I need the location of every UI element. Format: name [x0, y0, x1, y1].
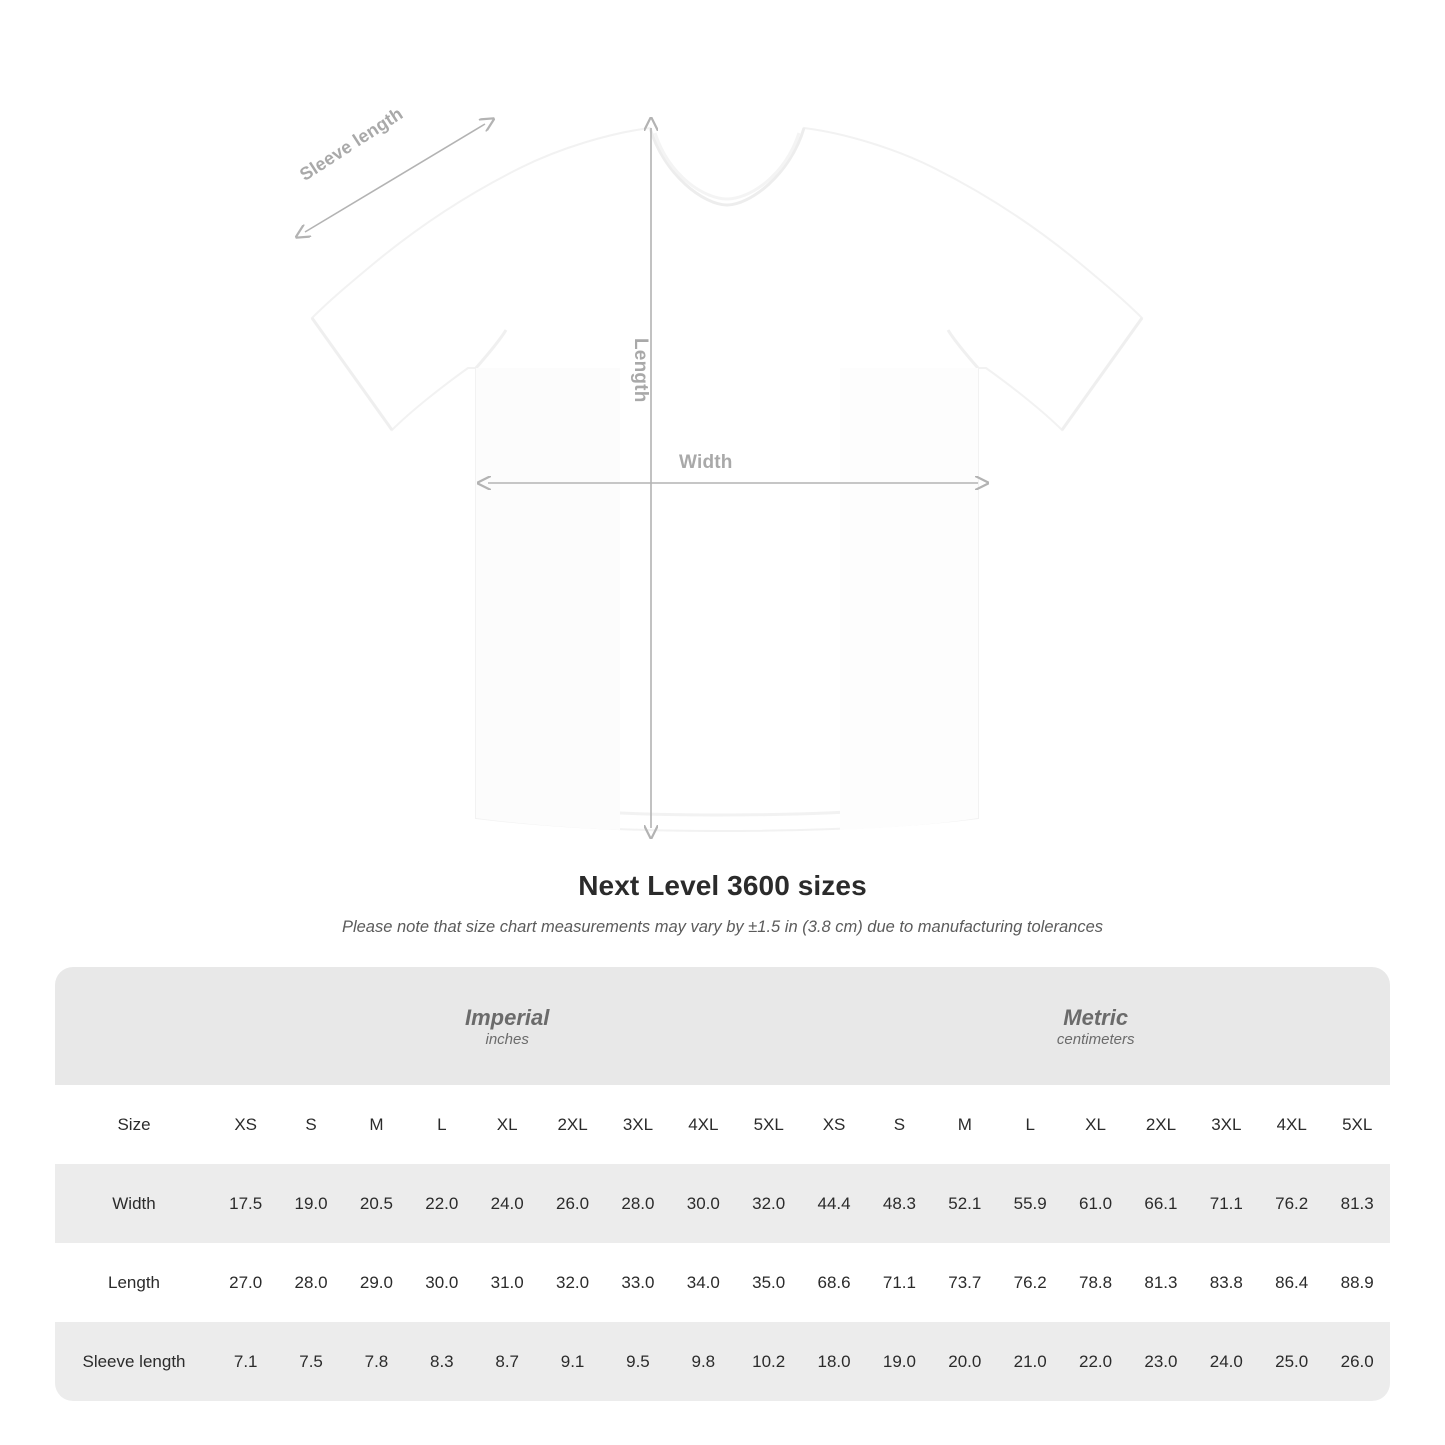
cell-length-imperial-4: 31.0	[490, 1272, 524, 1292]
cell-sleeve-imperial-8: 10.2	[752, 1351, 786, 1371]
cell-length-metric-6: 83.8	[1209, 1272, 1243, 1292]
table-row	[55, 1164, 1390, 1243]
size-table-wrapper	[55, 967, 1390, 1401]
unit-group-imperial-name: Imperial	[465, 1004, 550, 1030]
cell-length-imperial-1: 28.0	[294, 1272, 328, 1292]
length-annotation-label: Length	[630, 338, 651, 403]
cell-sleeve-metric-2: 20.0	[948, 1351, 982, 1371]
cell-sleeve-metric-4: 22.0	[1079, 1351, 1113, 1371]
cell-width-metric-0: 44.4	[817, 1193, 851, 1213]
unit-group-metric-name: Metric	[1063, 1004, 1129, 1030]
cell-length-imperial-3: 30.0	[425, 1272, 459, 1292]
cell-width-metric-5: 66.1	[1144, 1193, 1178, 1213]
size-header-metric-0: XS	[822, 1114, 846, 1134]
unit-group-metric-sub: centimeters	[1056, 1031, 1135, 1049]
cell-sleeve-metric-7: 25.0	[1275, 1351, 1309, 1371]
size-header-metric-8: 5XL	[1342, 1114, 1373, 1134]
cell-length-metric-5: 81.3	[1144, 1272, 1178, 1292]
size-header-imperial-1: S	[305, 1114, 317, 1134]
cell-width-imperial-0: 17.5	[229, 1193, 263, 1213]
cell-length-imperial-5: 32.0	[556, 1272, 590, 1292]
size-header-metric-7: 4XL	[1276, 1114, 1307, 1134]
cell-sleeve-metric-6: 24.0	[1209, 1351, 1243, 1371]
cell-width-metric-8: 81.3	[1340, 1193, 1374, 1213]
cell-width-imperial-1: 19.0	[294, 1193, 328, 1213]
cell-length-metric-1: 71.1	[882, 1272, 916, 1292]
table-row	[55, 1243, 1390, 1322]
cell-width-metric-3: 55.9	[1013, 1193, 1047, 1213]
size-header-imperial-4: XL	[496, 1114, 518, 1134]
cell-width-imperial-6: 28.0	[621, 1193, 655, 1213]
cell-sleeve-metric-5: 23.0	[1144, 1351, 1178, 1371]
size-header-imperial-7: 4XL	[688, 1114, 719, 1134]
cell-sleeve-imperial-2: 7.8	[364, 1351, 389, 1371]
cell-length-imperial-7: 34.0	[686, 1272, 720, 1292]
size-header-metric-5: 2XL	[1145, 1114, 1177, 1134]
cell-width-imperial-4: 24.0	[490, 1193, 524, 1213]
row-label-length: Length	[108, 1272, 160, 1292]
cell-length-metric-4: 78.8	[1079, 1272, 1113, 1292]
unit-group-metric	[801, 967, 1390, 1085]
size-header-imperial-0: XS	[234, 1114, 258, 1134]
cell-width-imperial-2: 20.5	[359, 1193, 393, 1213]
size-header-metric-3: L	[1025, 1114, 1035, 1134]
cell-width-metric-6: 71.1	[1209, 1193, 1243, 1213]
cell-sleeve-imperial-3: 8.3	[429, 1351, 454, 1371]
size-header-imperial-8: 5XL	[753, 1114, 784, 1134]
cell-width-metric-1: 48.3	[882, 1193, 916, 1213]
cell-width-metric-2: 52.1	[948, 1193, 982, 1213]
cell-length-imperial-6: 33.0	[621, 1272, 655, 1292]
cell-length-metric-7: 86.4	[1275, 1272, 1309, 1292]
cell-sleeve-imperial-6: 9.5	[626, 1351, 650, 1371]
cell-length-metric-0: 68.6	[817, 1272, 851, 1292]
cell-width-metric-7: 76.2	[1275, 1193, 1309, 1213]
table-row	[55, 1322, 1390, 1401]
unit-group-imperial	[213, 967, 801, 1085]
cell-length-metric-3: 76.2	[1013, 1272, 1047, 1292]
cell-width-imperial-3: 22.0	[425, 1193, 459, 1213]
cell-width-imperial-8: 32.0	[752, 1193, 786, 1213]
cell-sleeve-imperial-0: 7.1	[233, 1351, 258, 1371]
tolerance-note: Please note that size chart measurements may vary by ±1.5 in (3.8 cm) due to manufacturing tolerances	[341, 918, 1104, 936]
cell-width-metric-4: 61.0	[1079, 1193, 1113, 1213]
size-header-imperial-3: L	[437, 1114, 447, 1134]
cell-length-metric-2: 73.7	[948, 1272, 982, 1292]
cell-sleeve-metric-0: 18.0	[817, 1351, 851, 1371]
cell-length-imperial-8: 35.0	[752, 1272, 786, 1292]
size-header-imperial-6: 3XL	[622, 1114, 654, 1134]
unit-group-header-row	[55, 967, 1390, 1085]
cell-length-metric-8: 88.9	[1340, 1272, 1374, 1292]
unit-header-spacer	[55, 967, 213, 1085]
cell-sleeve-metric-1: 19.0	[882, 1351, 916, 1371]
tshirt-shape	[312, 128, 1142, 831]
size-table	[55, 967, 1390, 1401]
size-header-metric-1: S	[893, 1114, 906, 1134]
row-label-width: Width	[112, 1193, 156, 1213]
page-title: Next Level 3600 sizes	[578, 870, 867, 901]
size-column-label: Size	[117, 1114, 151, 1134]
cell-sleeve-metric-3: 21.0	[1013, 1351, 1047, 1371]
cell-sleeve-imperial-1: 7.5	[299, 1351, 323, 1371]
unit-group-imperial-sub: inches	[485, 1031, 529, 1049]
cell-sleeve-imperial-4: 8.7	[495, 1351, 519, 1371]
chart-header	[0, 870, 1445, 937]
size-header-metric-4: XL	[1085, 1114, 1106, 1134]
cell-width-imperial-7: 30.0	[686, 1193, 720, 1213]
width-annotation-label: Width	[673, 452, 739, 474]
cell-length-imperial-2: 29.0	[359, 1272, 393, 1292]
size-header-metric-2: M	[957, 1114, 972, 1134]
cell-sleeve-imperial-5: 9.1	[560, 1351, 585, 1371]
cell-width-imperial-5: 26.0	[556, 1193, 590, 1213]
cell-sleeve-imperial-7: 9.8	[691, 1351, 716, 1371]
size-header-row	[55, 1085, 1390, 1164]
size-header-metric-6: 3XL	[1211, 1114, 1242, 1134]
cell-length-imperial-0: 27.0	[229, 1272, 263, 1292]
cell-sleeve-metric-8: 26.0	[1340, 1351, 1374, 1371]
size-header-imperial-2: M	[369, 1114, 384, 1134]
sleeve-length-annotation-label: Sleeve length	[296, 103, 407, 185]
size-header-imperial-5: 2XL	[557, 1114, 588, 1134]
row-label-sleeve-length: Sleeve length	[82, 1351, 186, 1371]
